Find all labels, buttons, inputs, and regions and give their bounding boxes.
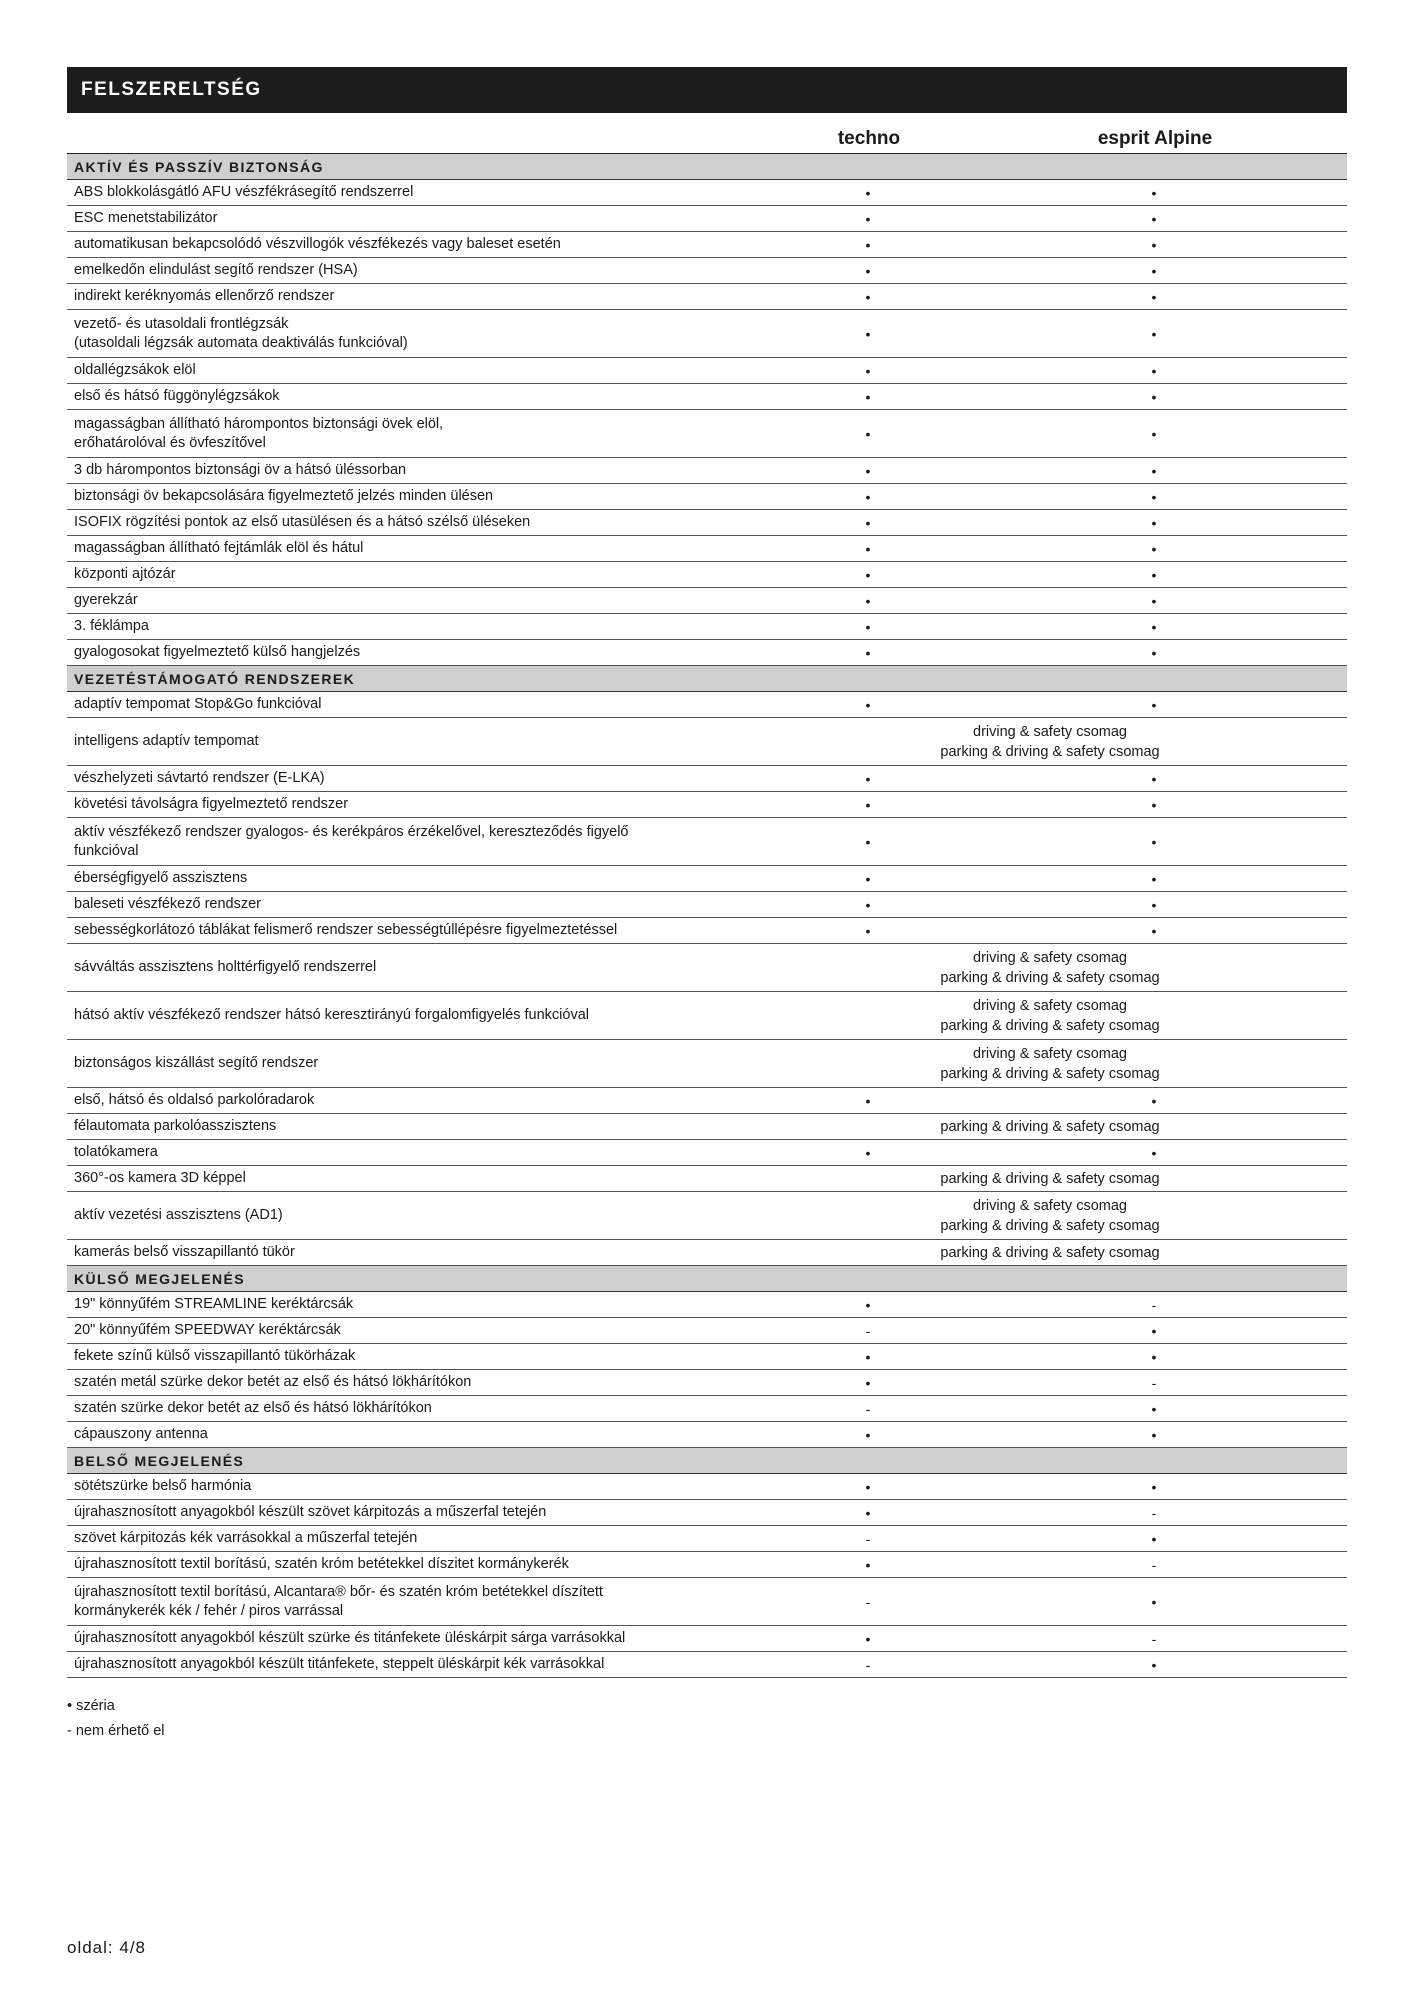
feature-label: biztonsági öv bekapcsolására figyelmeztető jelzés minden ülésen (74, 488, 494, 504)
techno-availability: • (865, 540, 871, 557)
techno-availability: • (865, 796, 871, 813)
esprit-alpine-availability: - (1151, 1556, 1157, 1573)
feature-label: magasságban állítható hárompontos biztonsági övek elöl, erőhatárolóval és övfeszítővel (74, 415, 444, 451)
esprit-alpine-availability: • (1151, 325, 1157, 342)
techno-availability: • (865, 462, 871, 479)
esprit-alpine-availability: • (1151, 1322, 1157, 1339)
esprit-alpine-availability: • (1151, 1478, 1157, 1495)
esprit-alpine-availability: • (1151, 1348, 1157, 1365)
techno-availability: • (865, 1556, 871, 1573)
feature-label: gyalogosokat figyelmeztető külső hangjelzés (74, 644, 361, 660)
table-row (67, 818, 1347, 866)
package-availability (774, 948, 1346, 988)
techno-availability: - (865, 1656, 871, 1673)
table-row (67, 588, 1347, 614)
techno-availability: - (865, 1593, 871, 1610)
esprit-alpine-availability: • (1151, 922, 1157, 939)
table-row (67, 1578, 1347, 1626)
legend-not-available: - nem érhető el (67, 1723, 165, 1739)
feature-label: központi ajtózár (74, 566, 176, 582)
table-row (67, 892, 1347, 918)
table-row (67, 1114, 1347, 1140)
feature-label: félautomata parkolóasszisztens (74, 1118, 277, 1134)
feature-label: gyerekzár (74, 592, 138, 608)
feature-label: sebességkorlátozó táblákat felismerő rendszer sebességtúllépésre figyelmeztetéssel (74, 922, 618, 938)
esprit-alpine-availability: - (1151, 1296, 1157, 1313)
feature-label: tolatókamera (74, 1144, 158, 1160)
table-row (67, 410, 1347, 458)
package-name: parking & driving & safety csomag (940, 1118, 1160, 1135)
feature-label: aktív vészfékező rendszer gyalogos- és kerékpáros érzékelővel, kereszteződés figyelő funkcióval (74, 823, 629, 859)
package-availability (774, 1044, 1346, 1084)
esprit-alpine-availability: • (1151, 362, 1157, 379)
feature-label: ABS blokkolásgátló AFU vészfékrásegítő rendszerrel (74, 184, 414, 200)
techno-availability: - (865, 1322, 871, 1339)
esprit-alpine-availability: • (1151, 592, 1157, 609)
table-row (67, 1166, 1347, 1192)
esprit-alpine-availability: • (1151, 1400, 1157, 1417)
table-row (67, 1040, 1347, 1088)
table-row (67, 918, 1347, 944)
section-header: AKTÍV ÉS PASSZÍV BIZTONSÁG (67, 154, 1347, 180)
feature-label: 360°-os kamera 3D képpel (74, 1170, 246, 1186)
equipment-table (67, 154, 1347, 1678)
techno-availability: • (865, 488, 871, 505)
esprit-alpine-availability: - (1151, 1374, 1157, 1391)
esprit-alpine-availability: • (1151, 1092, 1157, 1109)
feature-label: fekete színű külső visszapillantó tükörházak (74, 1348, 356, 1364)
table-row (67, 1370, 1347, 1396)
techno-availability: • (865, 1092, 871, 1109)
feature-label: újrahasznosított anyagokból készült szövet kárpitozás a műszerfal tetején (74, 1504, 547, 1520)
feature-label: szövet kárpitozás kék varrásokkal a műszerfal tetején (74, 1530, 418, 1546)
esprit-alpine-availability: • (1151, 1530, 1157, 1547)
column-header-esprit-alpine: esprit Alpine (1097, 128, 1213, 149)
techno-availability: - (865, 1400, 871, 1417)
feature-label: emelkedőn elindulást segítő rendszer (HSA) (74, 262, 358, 278)
package-name: parking & driving & safety csomag (940, 1017, 1160, 1034)
esprit-alpine-availability: • (1151, 514, 1157, 531)
esprit-alpine-availability: • (1151, 540, 1157, 557)
table-row (67, 180, 1347, 206)
column-headers (67, 113, 1347, 154)
esprit-alpine-availability: • (1151, 488, 1157, 505)
table-row (67, 1396, 1347, 1422)
package-availability (774, 1243, 1346, 1263)
feature-label: automatikusan bekapcsolódó vészvillogók vészfékezés vagy baleset esetén (74, 236, 561, 252)
techno-availability: • (865, 696, 871, 713)
package-name: parking & driving & safety csomag (940, 1217, 1160, 1234)
feature-label: ESC menetstabilizátor (74, 210, 218, 226)
esprit-alpine-availability: - (1151, 1630, 1157, 1647)
feature-label: első és hátsó függönylégzsákok (74, 388, 280, 404)
feature-label: baleseti vészfékező rendszer (74, 896, 261, 912)
package-availability (774, 996, 1346, 1036)
package-name: driving & safety csomag (973, 1045, 1127, 1062)
esprit-alpine-availability: • (1151, 210, 1157, 227)
feature-label: sávváltás asszisztens holttérfigyelő rendszerrel (74, 959, 377, 975)
package-name: driving & safety csomag (973, 949, 1127, 966)
techno-availability: • (865, 896, 871, 913)
package-name: parking & driving & safety csomag (940, 1065, 1160, 1082)
package-availability (774, 1117, 1346, 1137)
feature-label: 3 db hárompontos biztonsági öv a hátsó üléssorban (74, 462, 407, 478)
table-row (67, 640, 1347, 666)
table-row (67, 562, 1347, 588)
column-header-techno: techno (837, 128, 901, 149)
package-name: driving & safety csomag (973, 997, 1127, 1014)
esprit-alpine-availability: • (1151, 288, 1157, 305)
techno-availability: • (865, 1630, 871, 1647)
esprit-alpine-availability: • (1151, 796, 1157, 813)
esprit-alpine-availability: • (1151, 696, 1157, 713)
package-name: parking & driving & safety csomag (940, 969, 1160, 986)
techno-availability: • (865, 592, 871, 609)
equipment-page (67, 67, 1347, 1744)
table-row (67, 384, 1347, 410)
techno-availability: • (865, 1348, 871, 1365)
esprit-alpine-availability: • (1151, 388, 1157, 405)
esprit-alpine-availability: • (1151, 1144, 1157, 1161)
feature-label: magasságban állítható fejtámlák elöl és hátul (74, 540, 364, 556)
techno-availability: • (865, 425, 871, 442)
section-header: BELSŐ MEGJELENÉS (67, 1448, 1347, 1474)
feature-label: adaptív tempomat Stop&Go funkcióval (74, 696, 322, 712)
table-row (67, 992, 1347, 1040)
esprit-alpine-availability: • (1151, 870, 1157, 887)
page-title: FELSZERELTSÉG (67, 67, 1347, 113)
table-row (67, 866, 1347, 892)
esprit-alpine-availability: • (1151, 896, 1157, 913)
table-row (67, 510, 1347, 536)
techno-availability: • (865, 184, 871, 201)
feature-label: kamerás belső visszapillantó tükör (74, 1244, 295, 1260)
table-row (67, 1192, 1347, 1240)
feature-label: szatén metál szürke dekor betét az első és hátsó lökhárítókon (74, 1374, 472, 1390)
esprit-alpine-availability: • (1151, 644, 1157, 661)
table-row (67, 258, 1347, 284)
package-availability (774, 1196, 1346, 1236)
techno-availability: • (865, 288, 871, 305)
esprit-alpine-availability: • (1151, 770, 1157, 787)
esprit-alpine-availability: • (1151, 618, 1157, 635)
feature-label: újrahasznosított textil borítású, szatén króm betétekkel díszitet kormánykerék (74, 1556, 569, 1572)
feature-label: első, hátsó és oldalsó parkolóradarok (74, 1092, 315, 1108)
package-name: parking & driving & safety csomag (940, 1170, 1160, 1187)
table-row (67, 1240, 1347, 1266)
feature-label: cápauszony antenna (74, 1426, 208, 1442)
esprit-alpine-availability: • (1151, 462, 1157, 479)
table-row (67, 1292, 1347, 1318)
table-row (67, 1552, 1347, 1578)
legend-standard: • széria (67, 1698, 115, 1714)
table-row (67, 1626, 1347, 1652)
techno-availability: • (865, 210, 871, 227)
package-name: parking & driving & safety csomag (940, 1244, 1160, 1261)
feature-label: 19" könnyűfém STREAMLINE keréktárcsák (74, 1296, 354, 1312)
feature-label: oldallégzsákok elöl (74, 362, 196, 378)
feature-label: újrahasznosított textil borítású, Alcantara® bőr- és szatén króm betétekkel díszített kormánykerék kék / fehér / piros varrással (74, 1583, 603, 1619)
package-name: parking & driving & safety csomag (940, 743, 1160, 760)
table-row (67, 1344, 1347, 1370)
table-row (67, 536, 1347, 562)
techno-availability: • (865, 1374, 871, 1391)
table-row (67, 792, 1347, 818)
esprit-alpine-availability: • (1151, 425, 1157, 442)
table-row (67, 944, 1347, 992)
feature-label: szatén szürke dekor betét az első és hátsó lökhárítókon (74, 1400, 432, 1416)
table-row (67, 358, 1347, 384)
techno-availability: • (865, 644, 871, 661)
techno-availability: • (865, 1478, 871, 1495)
feature-label: újrahasznosított anyagokból készült titánfekete, steppelt üléskárpit kék varrásokkal (74, 1656, 605, 1672)
techno-availability: - (865, 1530, 871, 1547)
esprit-alpine-availability: • (1151, 1656, 1157, 1673)
esprit-alpine-availability: • (1151, 566, 1157, 583)
feature-label: ISOFIX rögzítési pontok az első utasülésen és a hátsó szélső üléseken (74, 514, 531, 530)
table-row (67, 1422, 1347, 1448)
esprit-alpine-availability: • (1151, 262, 1157, 279)
table-row (67, 718, 1347, 766)
techno-availability: • (865, 262, 871, 279)
feature-label: indirekt keréknyomás ellenőrző rendszer (74, 288, 335, 304)
table-row (67, 1500, 1347, 1526)
techno-availability: • (865, 514, 871, 531)
feature-label: újrahasznosított anyagokból készült szürke és titánfekete üléskárpit sárga varrásokkal (74, 1630, 626, 1646)
package-name: driving & safety csomag (973, 723, 1127, 740)
esprit-alpine-availability: • (1151, 236, 1157, 253)
techno-availability: • (865, 618, 871, 635)
table-row (67, 232, 1347, 258)
feature-label: aktív vezetési asszisztens (AD1) (74, 1207, 283, 1223)
techno-availability: • (865, 1504, 871, 1521)
esprit-alpine-availability: • (1151, 1426, 1157, 1443)
table-row (67, 310, 1347, 358)
esprit-alpine-availability: - (1151, 1504, 1157, 1521)
table-row (67, 1526, 1347, 1552)
techno-availability: • (865, 922, 871, 939)
feature-label: 3. féklámpa (74, 618, 149, 634)
techno-availability: • (865, 870, 871, 887)
techno-availability: • (865, 833, 871, 850)
package-availability (774, 722, 1346, 762)
table-row (67, 458, 1347, 484)
techno-availability: • (865, 770, 871, 787)
section-header: KÜLSŐ MEGJELENÉS (67, 1266, 1347, 1292)
techno-availability: • (865, 1144, 871, 1161)
table-row (67, 1318, 1347, 1344)
package-name: driving & safety csomag (973, 1197, 1127, 1214)
techno-availability: • (865, 566, 871, 583)
feature-label: hátsó aktív vészfékező rendszer hátsó keresztirányú forgalomfigyelés funkcióval (74, 1007, 589, 1023)
feature-label: biztonságos kiszállást segítő rendszer (74, 1055, 319, 1071)
legend (67, 1694, 1347, 1744)
feature-label: vészhelyzeti sávtartó rendszer (E-LKA) (74, 770, 325, 786)
table-row (67, 1652, 1347, 1678)
table-row (67, 284, 1347, 310)
page-number: oldal: 4/8 (67, 1938, 146, 1957)
package-availability (774, 1169, 1346, 1189)
feature-label: sötétszürke belső harmónia (74, 1478, 252, 1494)
section-header: VEZETÉSTÁMOGATÓ RENDSZEREK (67, 666, 1347, 692)
feature-label: vezető- és utasoldali frontlégzsák (utasoldali légzsák automata deaktiválás funkcióval) (74, 315, 408, 351)
table-row (67, 1088, 1347, 1114)
techno-availability: • (865, 236, 871, 253)
feature-label: éberségfigyelő asszisztens (74, 870, 248, 886)
table-row (67, 766, 1347, 792)
feature-label: 20" könnyűfém SPEEDWAY keréktárcsák (74, 1322, 341, 1338)
table-row (67, 206, 1347, 232)
techno-availability: • (865, 325, 871, 342)
feature-label: követési távolságra figyelmeztető rendszer (74, 796, 349, 812)
table-row (67, 692, 1347, 718)
esprit-alpine-availability: • (1151, 833, 1157, 850)
esprit-alpine-availability: • (1151, 184, 1157, 201)
table-row (67, 484, 1347, 510)
techno-availability: • (865, 1296, 871, 1313)
techno-availability: • (865, 388, 871, 405)
techno-availability: • (865, 362, 871, 379)
table-row (67, 1474, 1347, 1500)
table-row (67, 614, 1347, 640)
table-row (67, 1140, 1347, 1166)
feature-label: intelligens adaptív tempomat (74, 733, 259, 749)
esprit-alpine-availability: • (1151, 1593, 1157, 1610)
techno-availability: • (865, 1426, 871, 1443)
